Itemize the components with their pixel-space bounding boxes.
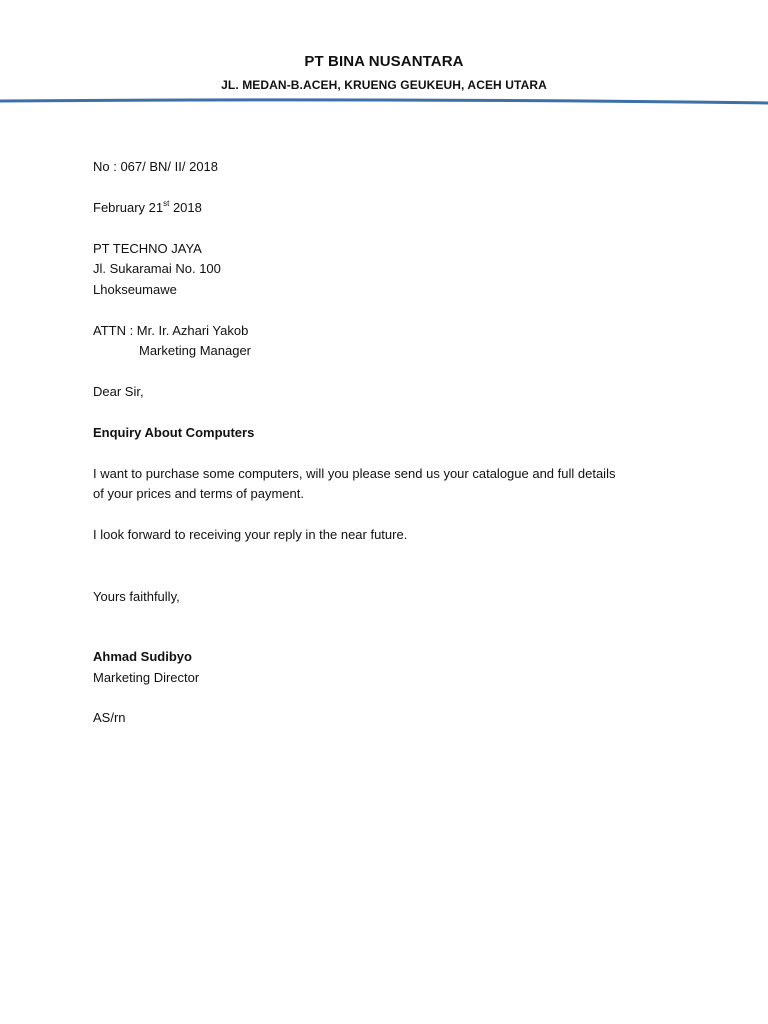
date-ordinal-suffix: st [163, 199, 170, 208]
salutation: Dear Sir, [93, 384, 144, 399]
letter-date [93, 198, 202, 218]
letter-subject: Enquiry About Computers [93, 425, 255, 440]
attention-title: Marketing Manager [139, 343, 251, 358]
attention-line: ATTN : Mr. Ir. Azhari Yakob [93, 323, 249, 338]
company-name: PT BINA NUSANTARA [304, 53, 464, 70]
recipient-company: PT TECHNO JAYA [93, 241, 202, 256]
date-month-day: February 21 [93, 200, 164, 215]
date-year: 2018 [169, 200, 202, 215]
paragraph-1-line-2: of your prices and terms of payment. [93, 486, 304, 501]
recipient-city: Lhokseumawe [93, 282, 177, 297]
header-divider-line [0, 96, 768, 106]
signatory-name: Ahmad Sudibyo [93, 649, 192, 664]
signatory-title: Marketing Director [93, 670, 200, 685]
reference-initials: AS/rn [93, 710, 126, 725]
recipient-street: Jl. Sukaramai No. 100 [93, 261, 221, 276]
paragraph-1-line-1: I want to purchase some computers, will you please send us your catalogue and full details [93, 466, 616, 481]
reference-number: No : 067/ BN/ II/ 2018 [93, 159, 219, 174]
company-address: JL. MEDAN-B.ACEH, KRUENG GEUKEUH, ACEH UTARA [221, 78, 547, 92]
closing: Yours faithfully, [93, 589, 180, 604]
paragraph-2: I look forward to receiving your reply in the near future. [93, 527, 408, 542]
